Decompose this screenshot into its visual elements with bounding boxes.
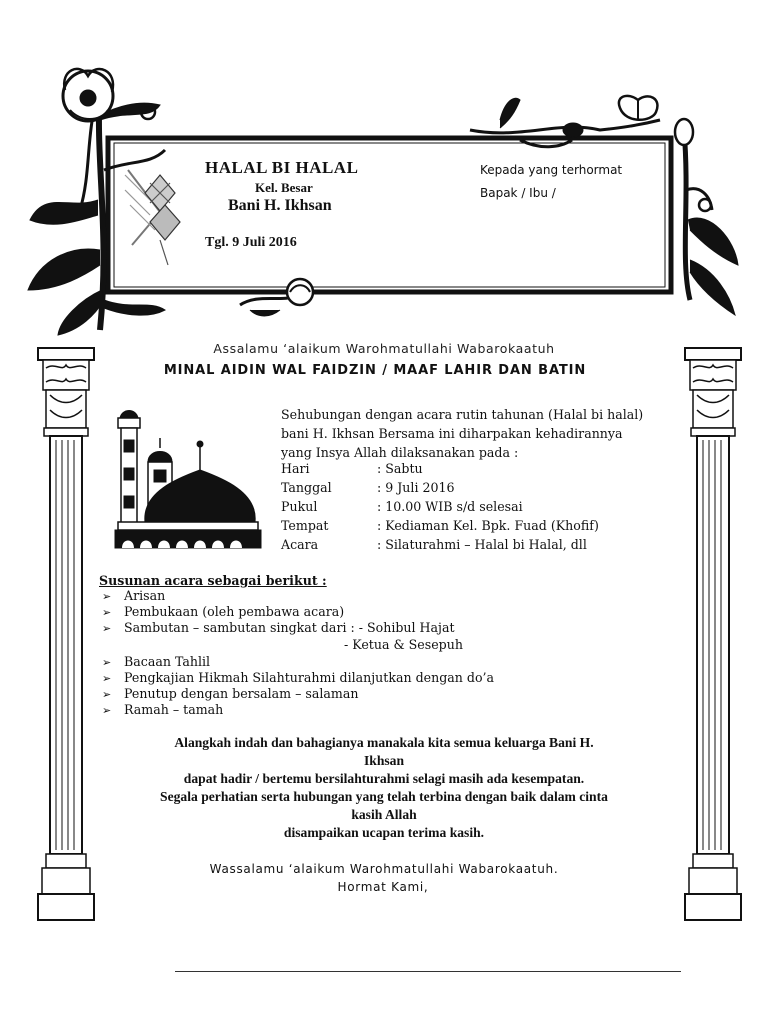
floral-frame (28, 69, 738, 335)
poppy-flower-icon (63, 69, 113, 121)
arrow-bullet-icon: ➢ (102, 606, 112, 619)
closing-line: disampaikan ucapan terima kasih. (283, 825, 485, 840)
recipient-line-2: Bapak / Ibu / (480, 186, 556, 200)
closing-line: Alangkah indah dan bahagianya manakala kita semua keluarga Bani H. (174, 735, 594, 750)
rose-bud-icon (287, 279, 313, 305)
closing-line: Ikhsan (363, 753, 405, 768)
closing-line: kasih Allah (351, 807, 417, 822)
schedule-sub-item: - Ketua & Sesepuh (344, 637, 463, 652)
detail-value: : Silaturahmi – Halal bi Halal, dll (377, 537, 587, 552)
detail-key: Acara (281, 537, 319, 552)
intro-line: Sehubungan dengan acara rutin tahunan (Halal bi halal) (281, 407, 644, 422)
event-subtitle: Kel. Besar (255, 180, 313, 195)
schedule-item: ➢ Penutup dengan bersalam – salaman (102, 686, 359, 701)
arrow-bullet-icon: ➢ (102, 590, 112, 603)
intro-paragraph (281, 405, 681, 462)
detail-key: Pukul (281, 499, 318, 514)
schedule-item: ➢ Bacaan Tahlil (102, 654, 211, 669)
schedule-item: ➢ Pengkajian Hikmah Silahturahmi dilanjutkan dengan do’a (102, 670, 495, 685)
schedule-title: Susunan acara sebagai berikut : (99, 573, 327, 588)
signature-line (175, 971, 681, 972)
tulip-flower-icon (619, 96, 658, 120)
detail-key: Tanggal (281, 480, 332, 495)
arrow-bullet-icon: ➢ (102, 672, 112, 685)
schedule-item: ➢ Sambutan – sambutan singkat dari : - Sohibul Hajat (102, 620, 455, 635)
closing-line: Segala perhatian serta hubungan yang telah terbina dengan baik dalam cinta (160, 789, 608, 804)
event-title: HALAL BI HALAL (205, 158, 359, 177)
schedule-item: ➢ Ramah – tamah (102, 702, 224, 717)
closing-line: dapat hadir / bertemu bersilahturahmi selagi masih ada kesempatan. (183, 771, 585, 786)
opening-greeting: Assalamu ‘alaikum Warohmatullahi Wabarokaatuh (213, 341, 555, 356)
detail-value: : 9 Juli 2016 (377, 480, 455, 495)
minal-aidin-heading: MINAL AIDIN WAL FAIDZIN / MAAF LAHIR DAN BATIN (163, 363, 587, 378)
schedule-item: ➢ Pembukaan (oleh pembawa acara) (102, 604, 345, 619)
closing-greeting: Wassalamu ‘alaikum Warohmatullahi Wabarokaatuh. (209, 862, 559, 876)
closing-paragraph (84, 734, 684, 842)
event-date: Tgl. 9 Juli 2016 (205, 235, 297, 250)
arrow-bullet-icon: ➢ (102, 688, 112, 701)
schedule-item: ➢ Arisan (102, 588, 166, 603)
intro-line: yang Insya Allah dilaksanakan pada : (281, 445, 519, 460)
detail-value: : Sabtu (377, 461, 423, 476)
right-column (685, 348, 741, 920)
arrow-bullet-icon: ➢ (102, 704, 112, 717)
arrow-bullet-icon: ➢ (102, 622, 112, 635)
family-name: Bani H. Ikhsan (228, 197, 332, 214)
intro-line: bani H. Ikhsan Bersama ini diharpakan kehadirannya (281, 426, 623, 441)
signoff-regards: Hormat Kami, (337, 880, 429, 894)
ketupat-icon (125, 170, 180, 265)
mosque-icon (115, 411, 261, 549)
detail-value: : 10.00 WIB s/d selesai (377, 499, 523, 514)
detail-value: : Kediaman Kel. Bpk. Fuad (Khofif) (377, 518, 599, 533)
recipient-line-1: Kepada yang terhormat (480, 163, 623, 177)
detail-key: Tempat (281, 518, 329, 533)
detail-key: Hari (281, 461, 310, 476)
arrow-bullet-icon: ➢ (102, 656, 112, 669)
